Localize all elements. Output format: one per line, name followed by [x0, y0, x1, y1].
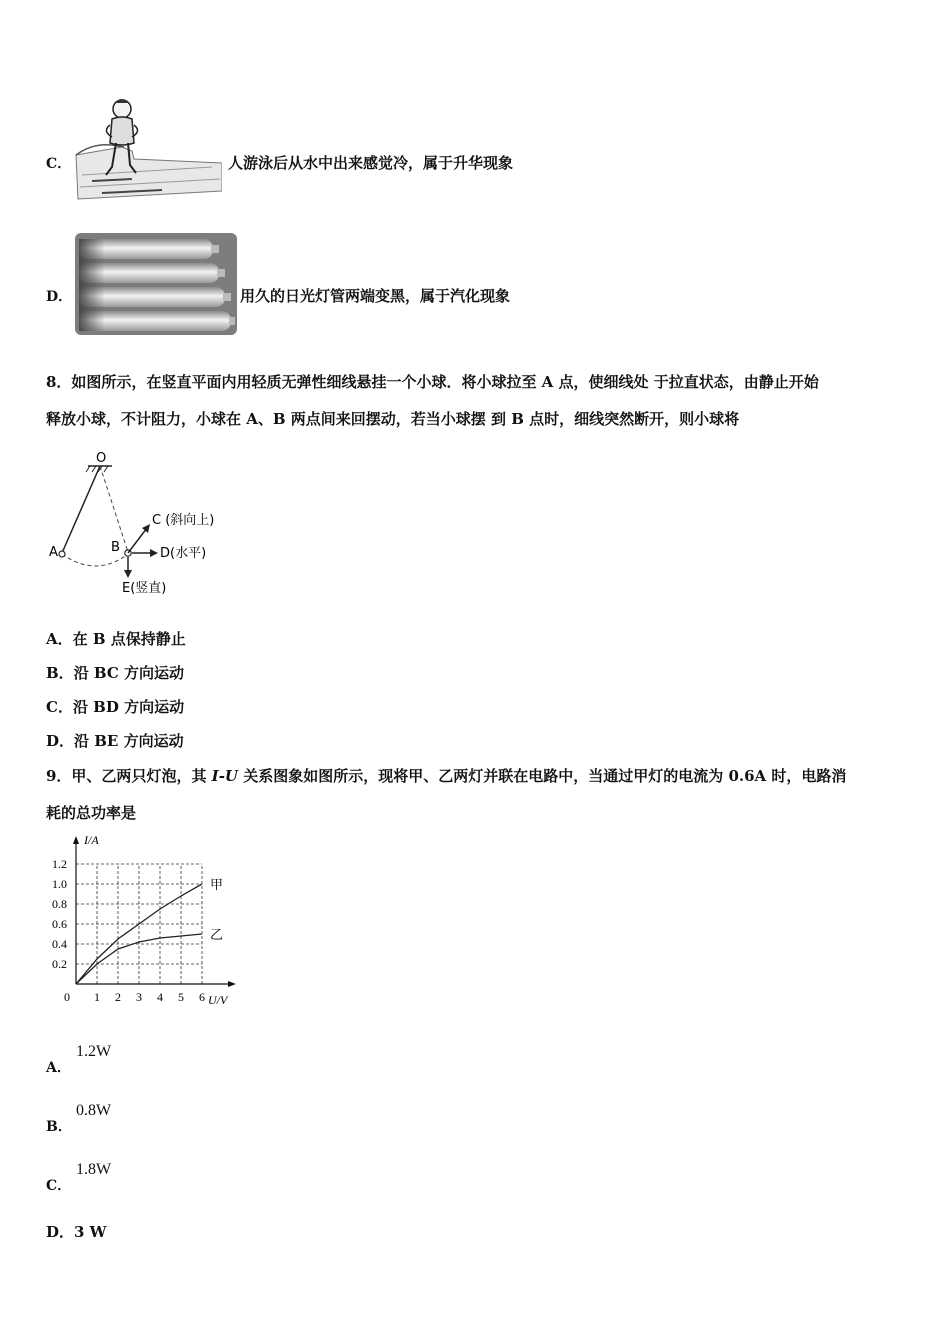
- q8-stem-line1: 8．如图所示，在竖直平面内用轻质无弹性细线悬挂一个小球．将小球拉至 A 点，使细线处 于拉直状态，由静止开始: [46, 373, 819, 391]
- series-label-2: 乙: [210, 928, 224, 943]
- q8-option-c: [46, 696, 184, 717]
- x-tick-label: 5: [178, 990, 184, 1004]
- option-d-text: 用久的日光灯管两端变黑，属于汽化现象: [240, 287, 511, 305]
- q9-option-b-letter: B．: [46, 1119, 72, 1135]
- x-tick-label: 3: [136, 990, 142, 1004]
- q8-option-d: [46, 730, 184, 751]
- q8-option-a: [46, 628, 186, 649]
- arrow-c-label: C (斜向上): [152, 513, 215, 528]
- q9-option-a-letter: A．: [46, 1060, 71, 1076]
- q9-stem-iu: I-U: [211, 767, 238, 785]
- q9-option-c-letter: C．: [46, 1178, 72, 1194]
- q8-option-b-text: 沿 BC 方向运动: [73, 664, 185, 682]
- q8-option-d-text: 沿 BE 方向运动: [74, 732, 184, 750]
- q8-option-c-text: 沿 BD 方向运动: [72, 698, 185, 716]
- point-a-label: A: [49, 545, 58, 560]
- x-axis-arrow: [228, 981, 236, 987]
- q8-option-a-letter: A．: [46, 630, 73, 648]
- x-axis-label: U/V: [208, 993, 228, 1007]
- x-tick-label: 4: [157, 990, 163, 1004]
- y-tick-label: 0.2: [52, 957, 67, 971]
- q8-option-b-letter: B．: [46, 664, 74, 682]
- q8-option-d-letter: D．: [46, 732, 75, 750]
- q8-option-b: [46, 662, 184, 683]
- q9-stem-line2: 耗的总功率是: [46, 804, 137, 822]
- origin-label: 0: [64, 990, 70, 1004]
- q8-option-a-text: 在 B 点保持静止: [72, 630, 186, 648]
- y-tick-label: 0.8: [52, 897, 67, 911]
- y-axis-label: I/A: [84, 834, 99, 847]
- q9-option-b-text: 0.8W: [76, 1102, 112, 1119]
- q9-option-d: [46, 1221, 107, 1242]
- series-label-1: 甲: [210, 878, 224, 893]
- q9-stem-part1: 9．甲、乙两只灯泡，其: [46, 767, 212, 785]
- swimmer-illustration: [72, 95, 222, 205]
- arrow-d-label: D(水平): [160, 546, 207, 561]
- y-tick-label: 1.2: [52, 857, 67, 871]
- q9-stem-part2: 关系图象如图所示，现将甲、乙两灯并联在电路中，当通过甲灯的电流为 0.6A 时，电路消: [238, 767, 847, 785]
- pendulum-diagram: [44, 448, 244, 598]
- y-tick-label: 0.4: [52, 937, 67, 951]
- q8-option-c-letter: C．: [46, 698, 73, 716]
- option-d-letter: D．: [46, 289, 73, 305]
- q9-option-d-letter: D．: [46, 1223, 75, 1241]
- point-b-label: B: [111, 540, 120, 555]
- q9-stem-line1: [46, 765, 846, 786]
- q9-option-c-text: 1.8W: [76, 1161, 112, 1178]
- q8-stem-line2: 释放小球，不计阻力，小球在 A、B 两点间来回摆动，若当小球摆 到 B 点时，细线突然断开，则小球将: [46, 410, 740, 428]
- y-tick-label: 0.6: [52, 917, 67, 931]
- y-tick-label: 1.0: [52, 877, 67, 891]
- x-tick-label: 1: [94, 990, 100, 1004]
- y-axis-arrow: [73, 836, 79, 844]
- x-tick-label: 6: [199, 990, 205, 1004]
- arrow-e-label: E(竖直): [122, 581, 167, 596]
- q9-option-a-text: 1.2W: [76, 1043, 112, 1060]
- option-c-letter: C．: [46, 156, 72, 172]
- point-o-label: O: [96, 451, 107, 466]
- fluorescent-tubes-photo: [75, 233, 237, 335]
- x-tick-label: 2: [115, 990, 121, 1004]
- option-c-text: 人游泳后从水中出来感觉冷，属于升华现象: [228, 154, 514, 172]
- iu-chart: [40, 834, 250, 1014]
- q9-option-d-text: 3 W: [74, 1223, 107, 1241]
